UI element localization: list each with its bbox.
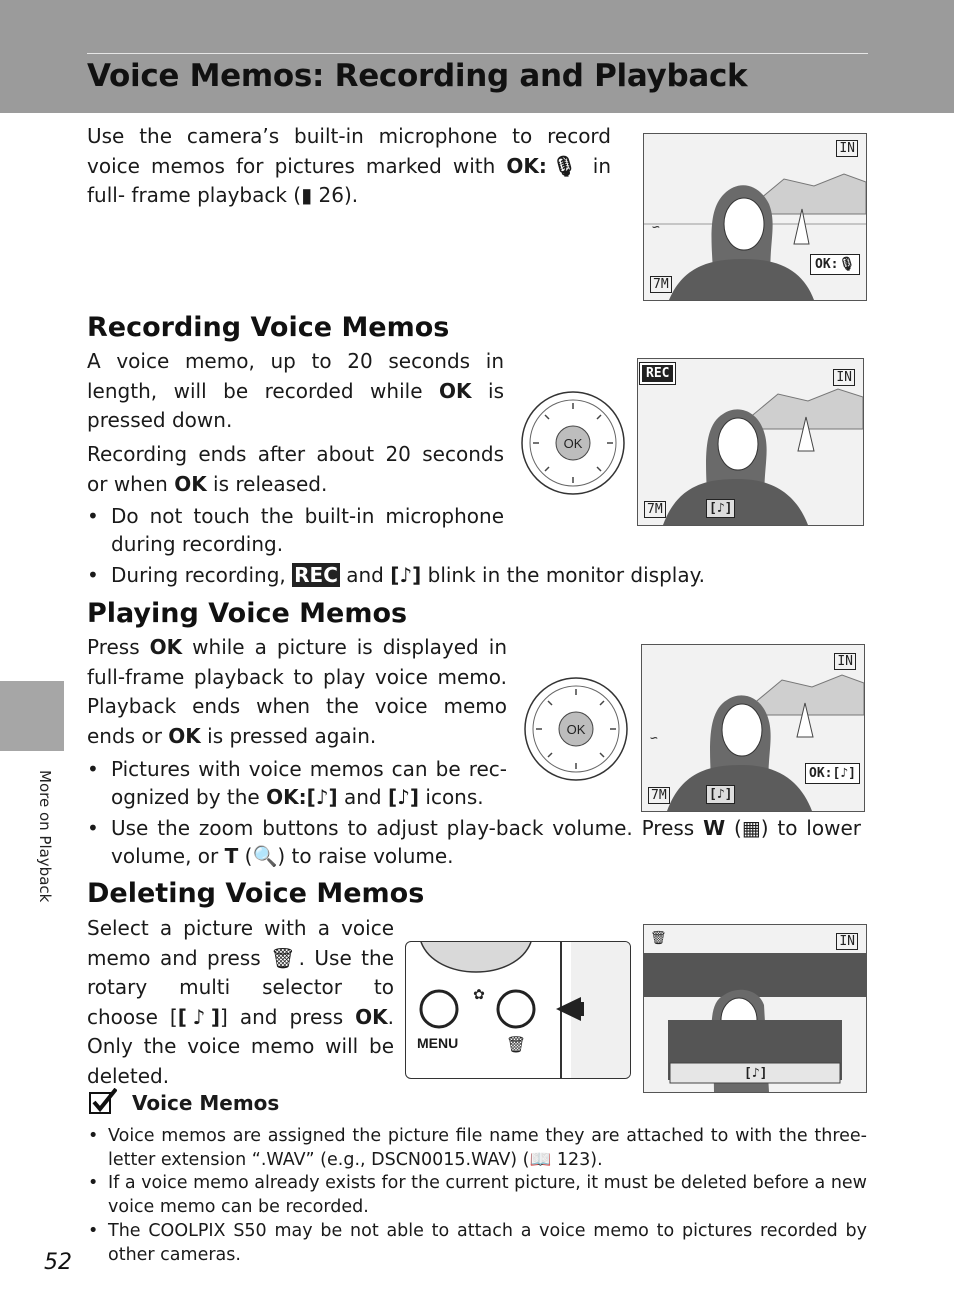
page-title: Voice Memos: Recording and Playback — [87, 58, 748, 94]
monitor-screen-playback — [643, 133, 867, 301]
portrait-photo — [642, 645, 864, 811]
voice-memo-icon: [♪] — [177, 1004, 221, 1029]
svg-text:✿: ✿ — [473, 987, 485, 1003]
ok-voice-memo-icon: OK:[♪] — [805, 763, 860, 784]
trash-icon: 🗑 — [650, 931, 667, 946]
page-number: 52 — [44, 1250, 72, 1275]
trash-icon: 🗑 — [505, 1035, 527, 1054]
ok-mic-guide-icon: OK:🎙 — [810, 254, 860, 275]
deleting-paragraph: Select a picture with a voice memo and press 🗑. Use the rotary multi selector to choose [[♪]] and press OK. Only the voice memo will be deleted. — [87, 916, 395, 1088]
recording-bullet-1: • Do not touch the built-in microphone during recording. — [87, 504, 504, 556]
checkmark-icon — [89, 1088, 117, 1114]
playing-bullet-1: • Pictures with voice memos can be rec-ognized by the OK:[♪] and [♪] icons. — [87, 757, 507, 809]
rotary-multi-selector — [522, 675, 630, 783]
trash-icon: 🗑 — [270, 945, 299, 970]
internal-memory-icon: IN — [833, 369, 855, 386]
internal-memory-icon: IN — [836, 140, 858, 157]
reference-icon: ▮ — [301, 183, 319, 207]
ok-button-icon: OK — [174, 471, 207, 496]
recording-bullet-2: • During recording, REC and [♪] blink in the monitor display. — [87, 563, 705, 587]
note-item: • Voice memos are assigned the picture file name they are attached to with the three-letter extension “.WAV” (e.g., DSCN0015.WAV) (📖 123). — [88, 1126, 867, 1170]
voice-memo-icon: [♪] — [706, 499, 735, 518]
note-item: • The COOLPIX S50 may be not able to attach a voice memo to pictures recorded by other cameras. — [88, 1221, 867, 1265]
ok-button-icon: OK — [168, 723, 201, 748]
monitor-screen-recording — [637, 358, 864, 526]
portrait-photo — [644, 134, 866, 300]
zoom-w-label: W — [703, 816, 726, 840]
note-title: Voice Memos — [132, 1091, 280, 1115]
ok-mic-icon: OK:🎙 — [506, 153, 582, 178]
recording-paragraph-1: A voice memo, up to 20 seconds in length, will be recorded while OK is pressed down. — [87, 349, 504, 432]
camera-back-illustration — [405, 941, 631, 1079]
monitor-screen-voice-playback — [641, 644, 865, 812]
protect-icon: ∽ — [650, 731, 658, 746]
section-label: More on Playback — [36, 770, 54, 903]
menu-button-label: MENU — [417, 1035, 459, 1051]
voice-memo-icon: [♪] — [706, 785, 735, 804]
internal-memory-icon: IN — [834, 653, 856, 670]
heading-deleting: Deleting Voice Memos — [87, 878, 425, 909]
recording-paragraph-2: Recording ends after about 20 seconds or when OK is released. — [87, 442, 504, 496]
thumbnail-icon: ▦ — [741, 816, 761, 840]
protect-icon: ∽ — [652, 220, 660, 235]
ok-button-label: OK — [563, 436, 583, 451]
playback-zoom-icon: 🔍 — [252, 844, 278, 868]
internal-memory-icon: IN — [836, 933, 858, 950]
image-size-icon: 7M — [644, 501, 666, 518]
page-header — [0, 0, 954, 113]
ok-button-icon: OK — [355, 1004, 388, 1029]
rec-icon: REC — [640, 363, 675, 384]
delete-voice-memo-option[interactable]: [♪] — [744, 1066, 768, 1081]
image-size-icon: 7M — [648, 787, 670, 804]
section-tab — [0, 681, 64, 751]
heading-recording: Recording Voice Memos — [87, 312, 450, 343]
zoom-t-label: T — [224, 844, 239, 868]
playing-bullet-2: • Use the zoom buttons to adjust play-back volume. Press W (▦) to lower volume, or T (🔍) to raise volume. — [87, 816, 861, 868]
ok-button-label: OK — [566, 722, 586, 737]
rec-icon: REC — [294, 563, 338, 587]
ok-button-icon: OK — [439, 378, 472, 403]
heading-playing: Playing Voice Memos — [87, 598, 408, 629]
ok-voice-memo-icon: OK:[♪] — [266, 785, 338, 809]
voice-memo-icon: [♪] — [387, 785, 420, 809]
monitor-screen-delete — [643, 924, 867, 1093]
image-size-icon: 7M — [650, 276, 672, 293]
rotary-multi-selector — [519, 389, 627, 497]
voice-memo-icon: [♪] — [390, 563, 422, 587]
intro-paragraph: Use the camera’s built-in microphone to record voice memos for pictures marked with OK:🎙 in full- frame playback (▮ 26). — [87, 124, 611, 207]
note-item: • If a voice memo already exists for the current picture, it must be deleted before a new voice memo can be recorded. — [88, 1173, 867, 1217]
ok-button-icon: OK — [149, 635, 183, 659]
header-rule — [87, 53, 868, 54]
playing-paragraph: Press OK while a picture is displayed in full-frame playback to play voice memo. Playback ends when the voice memo ends or OK is pressed again. — [87, 635, 507, 748]
